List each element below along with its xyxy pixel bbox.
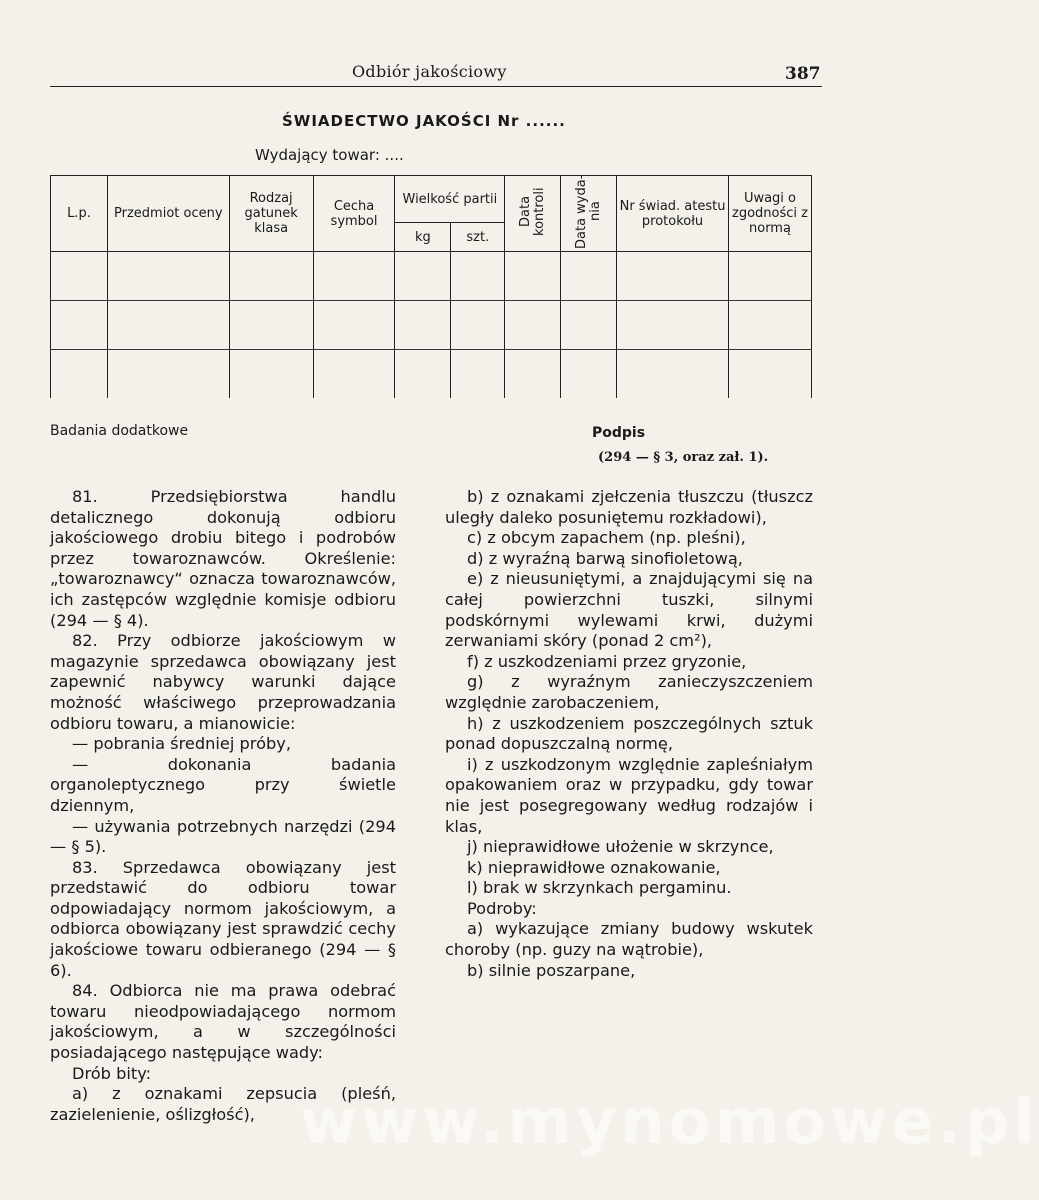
col-header-kg: kg [395,223,451,252]
list-item: c) z obcym zapachem (np. pleśni), [467,528,746,548]
list-item: — używania potrzebnych narzędzi (294 — § 5). [50,816,396,857]
col-header-remarks: Uwagi o zgodności z normą [728,176,811,252]
col-header-pcs: szt. [451,223,505,252]
col-header-lp: L.p. [51,176,108,252]
paragraph: 81. Przedsiębiorstwa handlu detalicznego dokonują odbioru jakościowego drobiu bitego i podrobów przez towaroznawców. Określenie: „towaroznawcy“ oznacza towaroznawców, ich zastępców względnie komisje odbioru (294 — § 4). [50,487,396,630]
list-item: b) z oznakami zjełczenia tłuszczu (tłuszcz uległy daleko posuniętemu rozkładowi), [445,487,813,527]
paragraph: 83. Sprzedawca obowiązany jest przedstawić do odbioru towar odpowiadający normom jakościowym, a odbiorca obowiązany jest sprawdzić cechy jakościowe towaru odbieranego (294 — § 6). [50,857,396,980]
citation: (294 — § 3, oraz zał. 1). [598,450,769,465]
certificate-title: ŚWIADECTWO JAKOŚCI Nr ...... [282,112,566,130]
left-text-column [50,487,396,1125]
col-header-control-date: Data kontroli [505,176,561,252]
certificate-table-body [51,252,812,399]
col-header-issue-date: Data wyda-nia [561,176,617,252]
list-item: e) z nieusuniętymi, a znajdującymi się na całej powierzchni tuszki, silnymi podskórnymi wylewami krwi, dużymi zerwaniami skóry (ponad 2 cm²), [445,569,813,651]
signature-label: Podpis [592,425,646,441]
list-item: l) brak w skrzynkach pergaminu. [467,878,732,898]
running-title: Odbiór jakościowy [352,62,507,81]
issuer-line: Wydający towar: .... [255,146,404,164]
watermark: www.mynomowe.pl [300,1085,1039,1158]
list-item: a) z oznakami zepsucia (pleśń, zazielenienie, oślizgłość), [50,1084,396,1124]
subheading: Drób bity: [72,1063,152,1083]
list-item: a) wykazujące zmiany budowy wskutek choroby (np. guzy na wątrobie), [445,919,813,960]
list-item: j) nieprawidłowe ułożenie w skrzynce, [467,837,774,857]
extra-tests-label: Badania dodatkowe [50,423,189,439]
table-row [51,301,812,350]
list-item: f) z uszkodzeniami przez gryzonie, [467,651,747,671]
right-text-column [445,487,813,981]
header-rule [50,86,822,87]
list-item: — dokonania badania organoleptycznego przy świetle dziennym, [50,754,396,815]
col-header-cert-no: Nr świad. atestu protokołu [617,176,729,252]
list-item: h) z uszkodzeniem poszczególnych sztuk ponad dopuszczalną normę, [445,713,813,754]
list-item: d) z wyraźną barwą sinofioletową, [467,548,743,568]
paragraph: 84. Odbiorca nie ma prawa odebrać towaru nieodpowiadającego normom jakościowym, a w szczególności posiadającego następujące wady: [50,981,396,1063]
page-number: 387 [785,64,821,84]
list-item: i) z uszkodzonym względnie zapleśniałym opakowaniem oraz w przypadku, gdy towar nie jest posegregowany według rodzajów i klas, [445,754,813,836]
list-item: k) nieprawidłowe oznakowanie, [467,857,721,877]
col-header-symbol: Cecha symbol [313,176,395,252]
col-header-grade: Rodzaj gatunek klasa [229,176,313,252]
paragraph: 82. Przy odbiorze jakościowym w magazynie sprzedawca obowiązany jest zapewnić nabywcy warunki dające możność właściwego przeprowadzania odbioru towaru, a mianowicie: [50,631,396,733]
subheading: Podroby: [467,898,537,918]
list-item: g) z wyraźnym zanieczyszczeniem względnie zarobaczeniem, [445,672,813,712]
table-row [51,350,812,399]
table-row [51,252,812,301]
list-item: — pobrania średniej próby, [72,734,291,754]
certificate-table [50,175,812,398]
col-header-subject: Przedmiot oceny [107,176,229,252]
col-header-size: Wielkość partii [395,176,505,223]
list-item: b) silnie poszarpane, [467,960,636,980]
